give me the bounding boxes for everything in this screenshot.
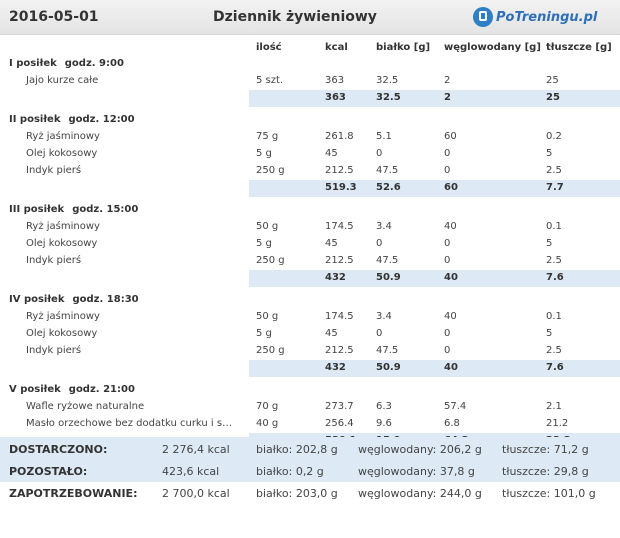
meal-header bbox=[9, 384, 135, 395]
food-kcal: 212.5 bbox=[325, 165, 354, 176]
food-carbs: 0 bbox=[444, 328, 451, 339]
food-name: Jajo kurze całe bbox=[26, 75, 99, 86]
summary-carbs: węglowodany: 206,2 g bbox=[358, 443, 482, 456]
summary-kcal: 2 276,4 kcal bbox=[162, 443, 230, 456]
food-qty: 50 g bbox=[256, 311, 279, 322]
food-fat: 0.1 bbox=[546, 221, 562, 232]
meal-total-row bbox=[249, 90, 620, 107]
meal-total-carbs: 40 bbox=[444, 362, 458, 373]
meal-name: II posiłek bbox=[9, 114, 61, 125]
meal-name: III posiłek bbox=[9, 204, 65, 215]
food-name: Olej kokosowy bbox=[26, 238, 98, 249]
meal-total-row bbox=[249, 270, 620, 287]
food-protein: 47.5 bbox=[376, 165, 399, 176]
summary-fat: tłuszcze: 101,0 g bbox=[502, 487, 596, 500]
meal-total-fat: 7.6 bbox=[546, 362, 564, 373]
food-name: Indyk pierś bbox=[26, 255, 82, 266]
food-qty: 5 szt. bbox=[256, 75, 284, 86]
summary-label: POZOSTAŁO: bbox=[9, 465, 88, 478]
food-qty: 40 g bbox=[256, 418, 279, 429]
summary-carbs: węglowodany: 37,8 g bbox=[358, 465, 475, 478]
meal-total-protein: 50.9 bbox=[376, 362, 401, 373]
summary-protein: białko: 0,2 g bbox=[256, 465, 324, 478]
meal-time: godz. 12:00 bbox=[68, 114, 135, 125]
food-name: Ryż jaśminowy bbox=[26, 311, 100, 322]
meal-total-carbs: 40 bbox=[444, 272, 458, 283]
meal-total-row bbox=[249, 180, 620, 197]
food-fat: 25 bbox=[546, 75, 559, 86]
food-fat: 2.5 bbox=[546, 345, 562, 356]
food-carbs: 0 bbox=[444, 148, 451, 159]
food-protein: 3.4 bbox=[376, 311, 392, 322]
meal-time: godz. 21:00 bbox=[68, 384, 135, 395]
food-protein: 47.5 bbox=[376, 345, 399, 356]
food-name: Ryż jaśminowy bbox=[26, 131, 100, 142]
food-protein: 0 bbox=[376, 148, 383, 159]
food-protein: 32.5 bbox=[376, 75, 399, 86]
page-header bbox=[0, 0, 620, 35]
food-qty: 250 g bbox=[256, 255, 285, 266]
food-carbs: 0 bbox=[444, 165, 451, 176]
meal-total-kcal: 519.3 bbox=[325, 182, 357, 193]
summary-protein: białko: 203,0 g bbox=[256, 487, 338, 500]
meal-name: I posiłek bbox=[9, 58, 57, 69]
meal-name: V posiłek bbox=[9, 384, 61, 395]
food-fat: 5 bbox=[546, 148, 553, 159]
summary-carbs: węglowodany: 244,0 g bbox=[358, 487, 482, 500]
meal-total-carbs: 60 bbox=[444, 182, 458, 193]
food-kcal: 363 bbox=[325, 75, 345, 86]
meal-time: godz. 15:00 bbox=[72, 204, 139, 215]
meal-header bbox=[9, 204, 138, 215]
food-kcal: 261.8 bbox=[325, 131, 354, 142]
food-qty: 250 g bbox=[256, 345, 285, 356]
meal-total-protein: 32.5 bbox=[376, 92, 401, 103]
brand-logo[interactable] bbox=[473, 6, 597, 28]
summary-kcal: 2 700,0 kcal bbox=[162, 487, 230, 500]
food-carbs: 40 bbox=[444, 311, 457, 322]
food-carbs: 0 bbox=[444, 345, 451, 356]
food-protein: 47.5 bbox=[376, 255, 399, 266]
food-qty: 70 g bbox=[256, 401, 279, 412]
food-fat: 2.5 bbox=[546, 165, 562, 176]
meal-total-kcal: 432 bbox=[325, 272, 346, 283]
food-qty: 5 g bbox=[256, 238, 272, 249]
food-name: Wafle ryżowe naturalne bbox=[26, 401, 145, 412]
food-fat: 21.2 bbox=[546, 418, 569, 429]
food-name: Indyk pierś bbox=[26, 165, 82, 176]
column-header-carbs: węglowodany [g] bbox=[444, 42, 541, 53]
food-fat: 5 bbox=[546, 238, 553, 249]
meal-total-protein: 50.9 bbox=[376, 272, 401, 283]
food-protein: 5.1 bbox=[376, 131, 392, 142]
food-qty: 250 g bbox=[256, 165, 285, 176]
meal-header bbox=[9, 58, 124, 69]
meal-total-carbs: 2 bbox=[444, 92, 451, 103]
meal-name: IV posiłek bbox=[9, 294, 65, 305]
potreningu-logo-icon bbox=[473, 7, 493, 27]
summary-fat: tłuszcze: 71,2 g bbox=[502, 443, 589, 456]
food-fat: 0.2 bbox=[546, 131, 562, 142]
meal-header bbox=[9, 294, 139, 305]
food-name: Olej kokosowy bbox=[26, 148, 98, 159]
food-protein: 9.6 bbox=[376, 418, 392, 429]
food-carbs: 60 bbox=[444, 131, 457, 142]
food-kcal: 174.5 bbox=[325, 311, 354, 322]
meal-total-fat: 7.6 bbox=[546, 272, 564, 283]
food-protein: 3.4 bbox=[376, 221, 392, 232]
summary-label: DOSTARCZONO: bbox=[9, 443, 108, 456]
food-protein: 0 bbox=[376, 328, 383, 339]
food-qty: 75 g bbox=[256, 131, 279, 142]
food-kcal: 45 bbox=[325, 328, 338, 339]
food-protein: 0 bbox=[376, 238, 383, 249]
food-carbs: 2 bbox=[444, 75, 451, 86]
column-header-fat: tłuszcze [g] bbox=[546, 42, 612, 53]
meal-total-row bbox=[249, 360, 620, 377]
food-qty: 5 g bbox=[256, 148, 272, 159]
summary-fat: tłuszcze: 29,8 g bbox=[502, 465, 589, 478]
food-carbs: 40 bbox=[444, 221, 457, 232]
diary-date: 2016-05-01 bbox=[9, 9, 99, 25]
meal-total-protein: 52.6 bbox=[376, 182, 401, 193]
column-header-protein: białko [g] bbox=[376, 42, 431, 53]
food-kcal: 45 bbox=[325, 238, 338, 249]
food-kcal: 45 bbox=[325, 148, 338, 159]
summary-label: ZAPOTRZEBOWANIE: bbox=[9, 487, 138, 500]
page-title: Dziennik żywieniowy bbox=[213, 9, 377, 25]
food-kcal: 212.5 bbox=[325, 345, 354, 356]
meal-header bbox=[9, 114, 135, 125]
meal-time: godz. 18:30 bbox=[72, 294, 139, 305]
meal-total-fat: 7.7 bbox=[546, 182, 564, 193]
meal-time: godz. 9:00 bbox=[64, 58, 124, 69]
column-header-kcal: kcal bbox=[325, 42, 348, 53]
summary-protein: białko: 202,8 g bbox=[256, 443, 338, 456]
food-fat: 5 bbox=[546, 328, 553, 339]
food-kcal: 212.5 bbox=[325, 255, 354, 266]
food-fat: 0.1 bbox=[546, 311, 562, 322]
food-kcal: 273.7 bbox=[325, 401, 354, 412]
food-name: Ryż jaśminowy bbox=[26, 221, 100, 232]
column-header-qty: ilość bbox=[256, 42, 282, 53]
food-kcal: 174.5 bbox=[325, 221, 354, 232]
logo-text: PoTreningu.pl bbox=[496, 9, 598, 25]
summary-kcal: 423,6 kcal bbox=[162, 465, 220, 478]
food-carbs: 0 bbox=[444, 238, 451, 249]
food-carbs: 6.8 bbox=[444, 418, 460, 429]
food-name: Masło orzechowe bez dodatku curku i s… bbox=[26, 418, 233, 429]
meal-total-kcal: 432 bbox=[325, 362, 346, 373]
meal-total-fat: 25 bbox=[546, 92, 560, 103]
food-kcal: 256.4 bbox=[325, 418, 354, 429]
meal-total-kcal: 363 bbox=[325, 92, 346, 103]
food-name: Indyk pierś bbox=[26, 345, 82, 356]
food-fat: 2.5 bbox=[546, 255, 562, 266]
food-carbs: 57.4 bbox=[444, 401, 467, 412]
food-qty: 50 g bbox=[256, 221, 279, 232]
food-carbs: 0 bbox=[444, 255, 451, 266]
food-protein: 6.3 bbox=[376, 401, 392, 412]
food-fat: 2.1 bbox=[546, 401, 562, 412]
food-name: Olej kokosowy bbox=[26, 328, 98, 339]
food-qty: 5 g bbox=[256, 328, 272, 339]
